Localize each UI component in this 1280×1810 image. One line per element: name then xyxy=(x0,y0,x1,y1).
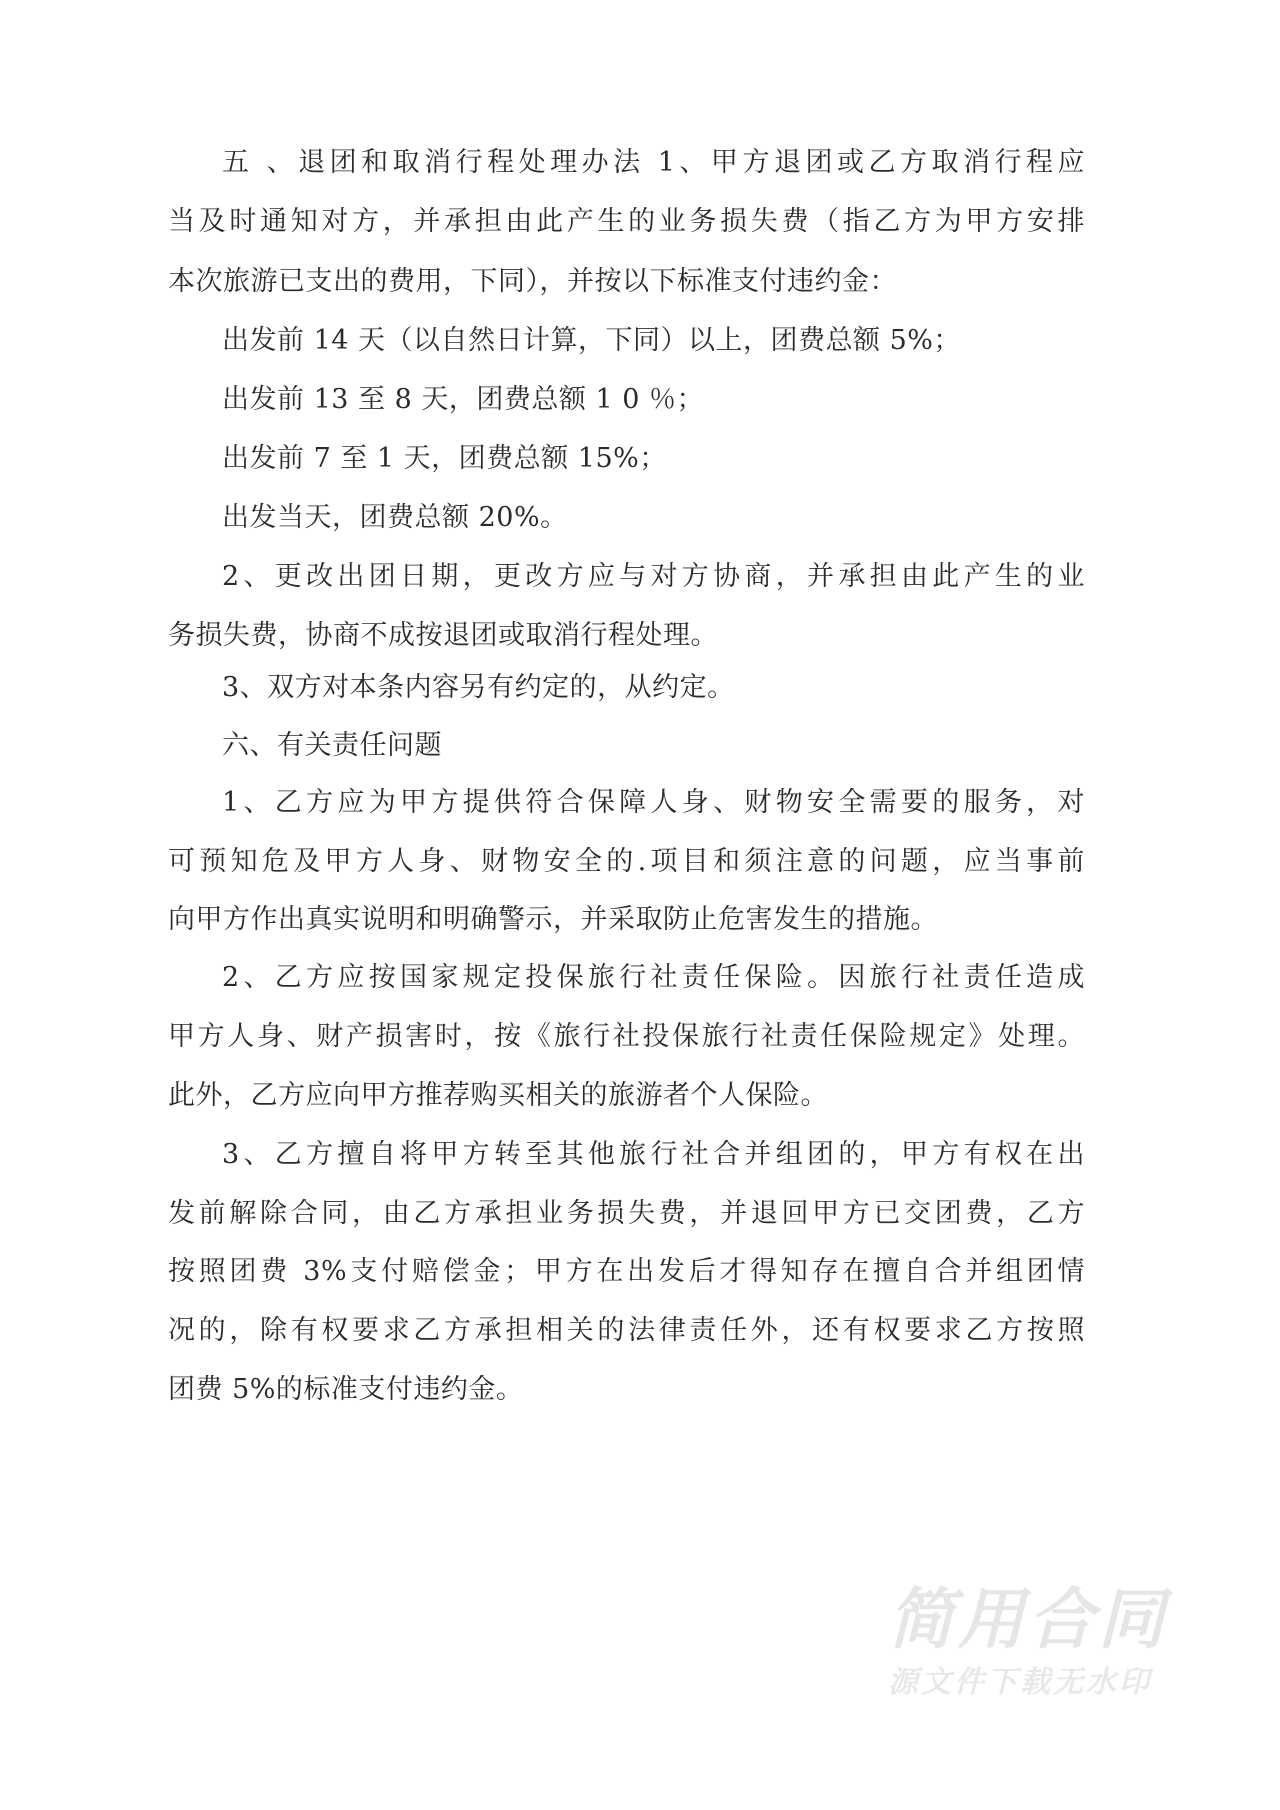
watermark-subtitle: 源文件下载无水印 xyxy=(888,1665,1152,1700)
paragraph-line: 务损失费，协商不成按退团或取消行程处理。 xyxy=(168,620,718,651)
paragraph-line: 团费 5%的标准支付违约金。 xyxy=(168,1374,524,1405)
paragraph-line: 按照团费 3%支付赔偿金；甲方在出发后才得知存在擅自合并组团情 xyxy=(168,1256,1085,1287)
paragraph-line: 甲方人身、财产损害时，按《旅行社投保旅行社责任保险规定》处理。 xyxy=(168,1021,1085,1052)
liability-clause-3-line: 3、乙方擅自将甲方转至其他旅行社合并组团的，甲方有权在出 xyxy=(222,1139,1085,1170)
section-five-heading-line: 五 、退团和取消行程处理办法 1、甲方退团或乙方取消行程应 xyxy=(222,147,1085,178)
paragraph-line: 发前解除合同，由乙方承担业务损失费，并退回甲方已交团费，乙方 xyxy=(168,1198,1085,1229)
penalty-rule-departure-day: 出发当天，团费总额 20%。 xyxy=(222,502,568,533)
watermark xyxy=(880,1581,1220,1705)
paragraph-line: 本次旅游已支出的费用，下同），并按以下标准支付违约金： xyxy=(168,266,897,297)
liability-clause-2-line: 2、乙方应按国家规定投保旅行社责任保险。因旅行社责任造成 xyxy=(222,962,1085,993)
paragraph-line: 当及时通知对方，并承担由此产生的业务损失费（指乙方为甲方安排 xyxy=(168,206,1085,237)
paragraph-line: 向甲方作出真实说明和明确警示，并采取防止危害发生的措施。 xyxy=(168,904,938,935)
penalty-rule-13-8-days: 出发前 13 至 8 天，团费总额 1 0 ％； xyxy=(222,384,704,415)
clause-change-date-line: 2、更改出团日期，更改方应与对方协商，并承担由此产生的业 xyxy=(222,561,1085,592)
paragraph-line: 此外，乙方应向甲方推荐购买相关的旅游者个人保险。 xyxy=(168,1080,828,1111)
clause-agreement-line: 3、双方对本条内容另有约定的，从约定。 xyxy=(222,672,735,703)
section-six-heading: 六、有关责任问题 xyxy=(222,730,442,761)
penalty-rule-7-1-days: 出发前 7 至 1 天，团费总额 15%； xyxy=(222,443,667,474)
watermark-title: 简用合同 xyxy=(888,1581,1168,1658)
paragraph-line: 况的，除有权要求乙方承担相关的法律责任外，还有权要求乙方按照 xyxy=(168,1315,1085,1346)
paragraph-line: 可预知危及甲方人身、财物安全的.项目和须注意的问题，应当事前 xyxy=(168,846,1085,877)
penalty-rule-14-days: 出发前 14 天（以自然日计算，下同）以上，团费总额 5%； xyxy=(222,325,961,356)
liability-clause-1-line: 1、乙方应为甲方提供符合保障人身、财物安全需要的服务，对 xyxy=(222,787,1085,818)
